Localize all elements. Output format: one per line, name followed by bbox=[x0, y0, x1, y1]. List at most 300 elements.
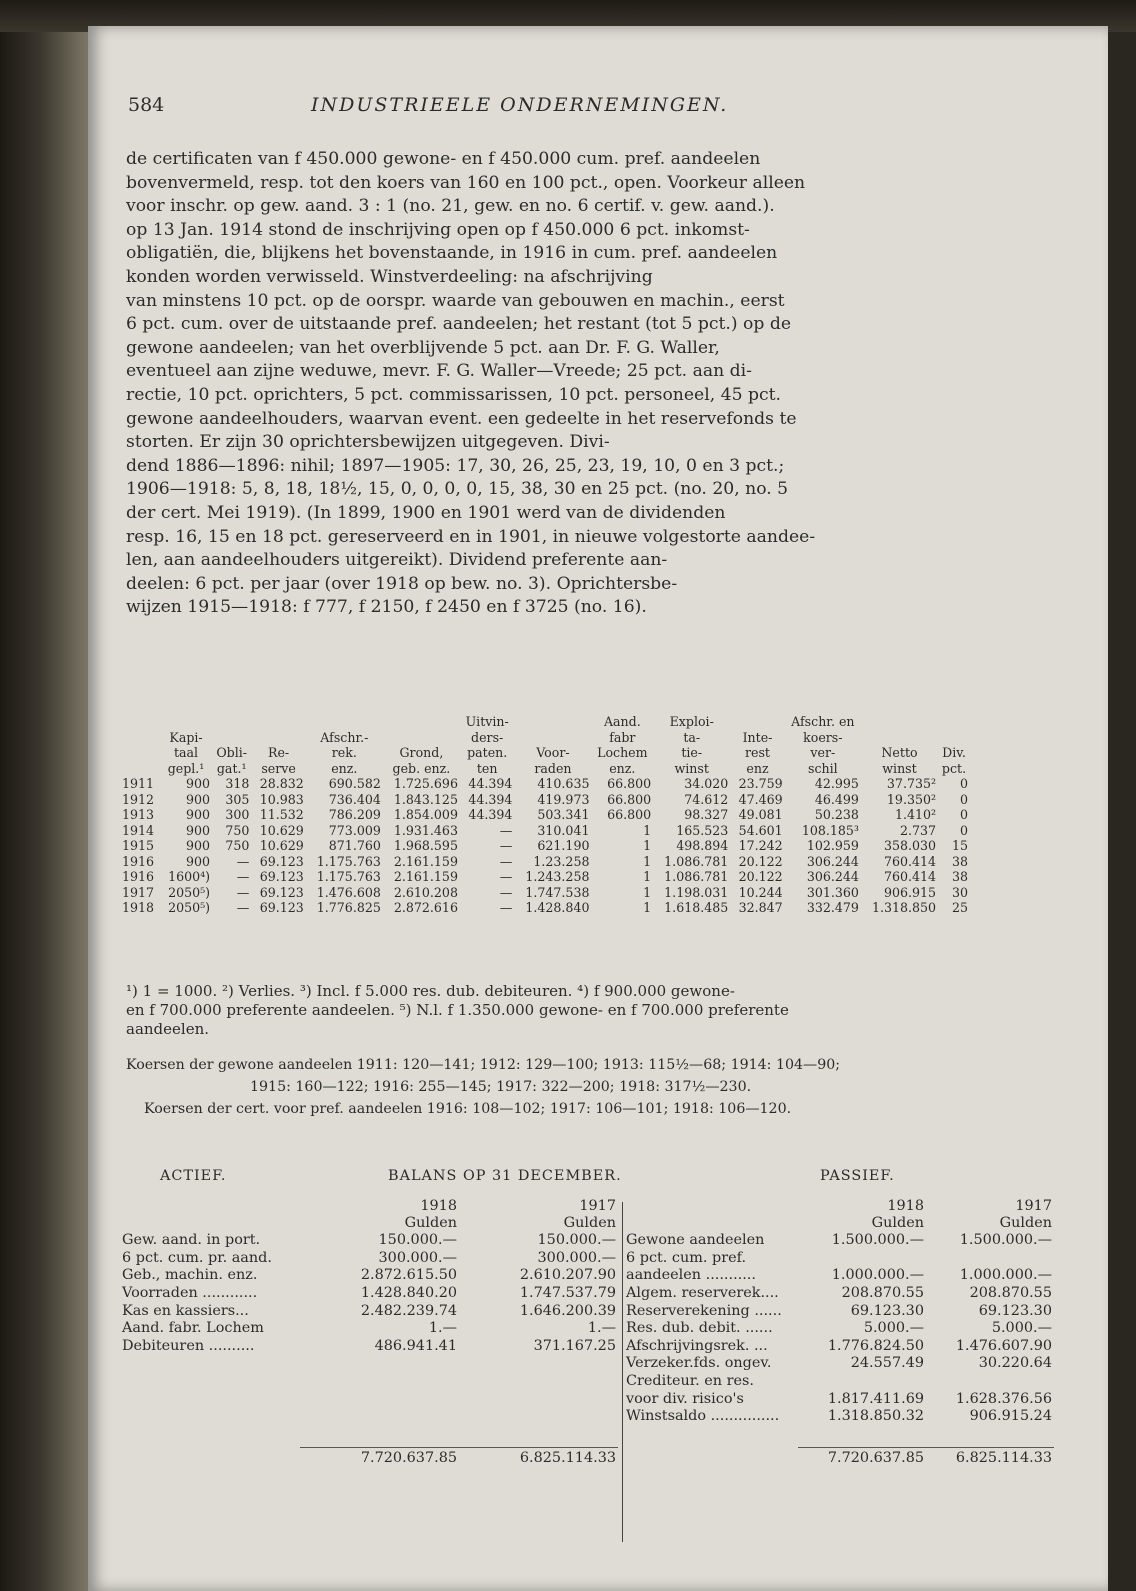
total-label bbox=[120, 1448, 300, 1468]
footnote-line: aandeelen. bbox=[126, 1020, 210, 1038]
statistics-table bbox=[120, 714, 970, 916]
stat-header-cell bbox=[212, 714, 251, 730]
value-cell: 690.582 bbox=[328, 776, 381, 792]
year-cell: 1911 bbox=[122, 776, 155, 792]
table-row bbox=[120, 823, 970, 839]
value-cell: 1 bbox=[643, 853, 652, 869]
balance-value bbox=[798, 1373, 926, 1391]
running-title: INDUSTRIEELE ONDERNEMINGEN. bbox=[311, 94, 729, 116]
stat-header-cell bbox=[938, 730, 970, 746]
text-line: der cert. Mei 1919). (In 1899, 1900 en 1901 werd van de dividenden bbox=[126, 502, 726, 523]
unit-header: Gulden bbox=[999, 1215, 1052, 1231]
text-line: resp. 16, 15 en 18 pct. gereserveerd en in 1901, in nieuwe volgestorte aandee- bbox=[126, 526, 816, 547]
year-cell: 1917 bbox=[122, 884, 155, 900]
stat-header-cell: paten. bbox=[467, 745, 508, 760]
value-cell: 1.931.463 bbox=[393, 822, 458, 838]
value-cell: 66.800 bbox=[607, 776, 652, 792]
stat-header-row bbox=[120, 761, 970, 777]
value-cell: — bbox=[499, 869, 513, 885]
balance-value: 1.000.000.— bbox=[959, 1267, 1052, 1284]
stat-header-cell: Div. bbox=[942, 745, 966, 760]
value-cell: 1.428.840 bbox=[525, 900, 590, 916]
year-cell: 1916 bbox=[122, 853, 155, 869]
balance-row bbox=[120, 1302, 618, 1320]
stat-header-cell bbox=[514, 730, 591, 746]
balance-value: 30.220.64 bbox=[978, 1355, 1052, 1372]
stat-header-cell: Netto bbox=[881, 745, 918, 760]
value-cell: 10.629 bbox=[259, 838, 304, 854]
value-cell: 2.161.159 bbox=[393, 853, 458, 869]
year-header: 1918 bbox=[887, 1198, 924, 1214]
value-cell: 2050⁵) bbox=[168, 900, 211, 916]
value-cell: 11.532 bbox=[259, 807, 304, 823]
value-cell: 773.009 bbox=[328, 822, 381, 838]
stat-header-cell: rek. bbox=[331, 745, 357, 760]
value-cell: 750 bbox=[225, 822, 250, 838]
value-cell: 38 bbox=[951, 869, 968, 885]
stat-header-cell: Obli- bbox=[216, 745, 248, 760]
balance-label: Debiteuren .......... bbox=[122, 1337, 255, 1354]
text-line: wijzen 1915—1918: f 777, f 2150, f 2450 en f 3725 (no. 16). bbox=[126, 597, 647, 618]
stat-header-cell: Grond, bbox=[399, 745, 444, 760]
stat-header-cell: geb. enz. bbox=[392, 760, 451, 776]
value-cell: 358.030 bbox=[883, 838, 937, 854]
value-cell: 0 bbox=[959, 822, 968, 838]
balance-value: 1.476.607.90 bbox=[955, 1337, 1052, 1354]
year-header: 1918 bbox=[420, 1198, 457, 1214]
value-cell: 1 bbox=[643, 822, 652, 838]
balance-value: 300.000.— bbox=[537, 1249, 616, 1266]
stat-header-cell: Kapi- bbox=[169, 729, 203, 745]
year-cell: 1912 bbox=[122, 791, 155, 807]
table-row bbox=[120, 792, 970, 808]
value-cell: 2.872.616 bbox=[393, 900, 458, 916]
value-cell: 50.238 bbox=[814, 807, 859, 823]
stat-header-row bbox=[120, 745, 970, 761]
value-cell: 44.394 bbox=[468, 791, 513, 807]
balance-value: 5.000.— bbox=[991, 1320, 1052, 1337]
value-cell: 1.747.538 bbox=[525, 884, 590, 900]
body-text bbox=[126, 148, 956, 620]
balance-value: 1.747.537.79 bbox=[519, 1285, 616, 1302]
total-row bbox=[624, 1448, 1054, 1468]
table-row bbox=[120, 869, 970, 885]
value-cell: 46.499 bbox=[814, 791, 859, 807]
footnotes bbox=[126, 982, 956, 1039]
balance-divider bbox=[622, 1202, 623, 1542]
balance-row bbox=[624, 1320, 1054, 1338]
actief-label: ACTIEF. bbox=[160, 1168, 227, 1184]
value-cell: — bbox=[499, 853, 513, 869]
value-cell: 74.612 bbox=[684, 791, 729, 807]
balance-row bbox=[120, 1232, 618, 1250]
value-cell: — bbox=[236, 884, 250, 900]
stat-header-cell bbox=[120, 745, 160, 761]
stat-header-cell: raden bbox=[534, 760, 572, 776]
balance-value: 69.123.30 bbox=[850, 1302, 924, 1319]
value-cell: 0 bbox=[959, 791, 968, 807]
unit-header: Gulden bbox=[871, 1215, 924, 1231]
table-row bbox=[120, 854, 970, 870]
stat-header-cell: tie- bbox=[681, 745, 703, 760]
koersen-line: 1915: 160—122; 1916: 255—145; 1917: 322—200; 1918: 317½—230. bbox=[250, 1079, 752, 1095]
stat-header-cell: serve bbox=[261, 760, 296, 776]
text-line: len, aan aandeelhouders uitgereikt). Dividend preferente aan- bbox=[126, 550, 668, 571]
stat-header-cell bbox=[861, 730, 938, 746]
page-header bbox=[128, 94, 888, 124]
total-label bbox=[624, 1448, 798, 1468]
value-cell: 17.242 bbox=[738, 838, 783, 854]
year-cell: 1914 bbox=[122, 822, 155, 838]
value-cell: — bbox=[499, 900, 513, 916]
table-row bbox=[120, 776, 970, 792]
balance-row bbox=[624, 1232, 1054, 1250]
value-cell: 1.243.258 bbox=[525, 869, 590, 885]
text-line: deelen: 6 pct. per jaar (over 1918 op bew. no. 3). Oprichtersbe- bbox=[126, 573, 678, 594]
value-cell: 1 bbox=[643, 900, 652, 916]
value-cell: 1.198.031 bbox=[664, 884, 729, 900]
text-line: rectie, 10 pct. oprichters, 5 pct. commissarissen, 10 pct. personeel, 45 pct. bbox=[126, 384, 781, 405]
text-line: konden worden verwisseld. Winstverdeeling: na afschrijving bbox=[126, 266, 653, 287]
value-cell: 20.122 bbox=[738, 853, 783, 869]
value-cell: 1.23.258 bbox=[533, 853, 590, 869]
value-cell: 318 bbox=[225, 776, 250, 792]
stat-header-cell: ders- bbox=[471, 729, 504, 745]
balance-row bbox=[120, 1267, 618, 1285]
value-cell: 25 bbox=[951, 900, 968, 916]
balance-label: Crediteur. en res. bbox=[626, 1373, 754, 1390]
balance-value: 150.000.— bbox=[537, 1232, 616, 1249]
value-cell: 760.414 bbox=[883, 869, 937, 885]
text-line: voor inschr. op gew. aand. 3 : 1 (no. 21, gew. en no. 6 certif. v. gew. aand.). bbox=[126, 196, 775, 217]
stat-header-cell bbox=[251, 730, 305, 746]
year-cell: 1916 bbox=[122, 869, 155, 885]
value-cell: 102.959 bbox=[806, 838, 859, 854]
value-cell: — bbox=[499, 822, 513, 838]
book-binding-shadow bbox=[0, 0, 100, 1591]
balance-row bbox=[120, 1250, 618, 1268]
value-cell: 1.175.763 bbox=[316, 869, 381, 885]
value-cell: 66.800 bbox=[607, 807, 652, 823]
value-cell: 306.244 bbox=[806, 869, 859, 885]
value-cell: 900 bbox=[186, 807, 211, 823]
value-cell: 900 bbox=[186, 838, 211, 854]
value-cell: — bbox=[236, 869, 250, 885]
value-cell: 410.635 bbox=[537, 776, 590, 792]
total-value: 6.825.114.33 bbox=[926, 1448, 1054, 1468]
balance-label: Gewone aandeelen bbox=[626, 1232, 765, 1249]
stat-header-cell: ver- bbox=[810, 745, 836, 760]
value-cell: 1 bbox=[643, 838, 652, 854]
stat-header-cell bbox=[120, 761, 160, 777]
stat-header-cell: Exploi- bbox=[669, 714, 714, 729]
total-value: 6.825.114.33 bbox=[459, 1448, 618, 1468]
value-cell: 1 bbox=[643, 884, 652, 900]
value-cell: 2.737 bbox=[899, 822, 937, 838]
stat-header-cell: Aand. bbox=[603, 714, 641, 729]
spacer-row bbox=[120, 1426, 618, 1448]
footnote-line: ¹) 1 = 1000. ²) Verlies. ³) Incl. f 5.000 res. dub. debiteuren. ⁴) f 900.000 gewone- bbox=[126, 982, 735, 1000]
value-cell: 750 bbox=[225, 838, 250, 854]
balance-value: 1.646.200.39 bbox=[519, 1302, 616, 1319]
koersen bbox=[126, 1054, 956, 1120]
balance-value: 69.123.30 bbox=[978, 1302, 1052, 1319]
value-cell: 310.041 bbox=[537, 822, 590, 838]
stat-header-cell bbox=[212, 730, 251, 746]
balance-value bbox=[798, 1250, 926, 1268]
spacer-row bbox=[120, 1390, 618, 1408]
spacer-row bbox=[120, 1373, 618, 1391]
spacer-row bbox=[120, 1355, 618, 1373]
value-cell: — bbox=[499, 884, 513, 900]
total-row bbox=[120, 1448, 618, 1468]
balance-value: 1.628.376.56 bbox=[955, 1390, 1052, 1407]
stat-header-cell: enz bbox=[746, 760, 769, 776]
value-cell: 1.086.781 bbox=[664, 869, 729, 885]
balance-row bbox=[120, 1338, 618, 1356]
value-cell: 300 bbox=[225, 807, 250, 823]
value-cell: 1.725.696 bbox=[393, 776, 458, 792]
balance-label: Geb., machin. enz. bbox=[122, 1267, 258, 1284]
balance-value: 150.000.— bbox=[378, 1232, 457, 1249]
year-header: 1917 bbox=[1015, 1198, 1052, 1214]
value-cell: 786.209 bbox=[328, 807, 381, 823]
value-cell: 736.404 bbox=[328, 791, 381, 807]
stat-header-cell bbox=[383, 730, 460, 746]
value-cell: 108.185³ bbox=[801, 822, 859, 838]
stat-header-cell: Voor- bbox=[536, 745, 570, 760]
value-cell: 906.915 bbox=[883, 884, 937, 900]
unit-header: Gulden bbox=[404, 1215, 457, 1231]
balance-value: 2.482.239.74 bbox=[360, 1302, 457, 1319]
balance-label: Kas en kassiers... bbox=[122, 1302, 249, 1319]
value-cell: 2.610.208 bbox=[393, 884, 458, 900]
balance-value: 1.— bbox=[587, 1320, 616, 1337]
stat-header-cell: enz. bbox=[331, 760, 358, 776]
value-cell: 10.244 bbox=[738, 884, 783, 900]
balance-value: 208.870.55 bbox=[841, 1285, 924, 1302]
page-number: 584 bbox=[128, 94, 165, 116]
value-cell: 419.973 bbox=[537, 791, 590, 807]
balance-value: 906.915.24 bbox=[969, 1408, 1052, 1425]
text-line: obligatiën, die, blijkens het bovenstaande, in 1916 in cum. pref. aandeelen bbox=[126, 243, 778, 264]
balance-row bbox=[624, 1373, 1054, 1391]
value-cell: 37.735² bbox=[886, 776, 937, 792]
balance-sheet bbox=[120, 1168, 1052, 1548]
stat-header-cell: pct. bbox=[941, 760, 967, 776]
value-cell: 0 bbox=[959, 807, 968, 823]
value-cell: 69.123 bbox=[259, 853, 304, 869]
balance-row bbox=[624, 1408, 1054, 1426]
balance-label: Gew. aand. in port. bbox=[122, 1232, 261, 1249]
stat-header-cell: taal bbox=[173, 745, 199, 760]
passief-label: PASSIEF. bbox=[820, 1168, 895, 1184]
value-cell: 1.618.485 bbox=[664, 900, 729, 916]
text-line: op 13 Jan. 1914 stond de inschrijving open op f 450.000 6 pct. inkomst- bbox=[126, 219, 750, 240]
year-cell: 1913 bbox=[122, 807, 155, 823]
balance-value: 371.167.25 bbox=[533, 1337, 616, 1354]
value-cell: 44.394 bbox=[468, 807, 513, 823]
unit-header: Gulden bbox=[563, 1215, 616, 1231]
text-line: storten. Er zijn 30 oprichtersbewijzen uitgegeven. Divi- bbox=[126, 432, 610, 453]
stat-header-cell: enz. bbox=[609, 760, 636, 776]
balance-value: 208.870.55 bbox=[969, 1285, 1052, 1302]
value-cell: 1.843.125 bbox=[393, 791, 458, 807]
value-cell: 1.776.825 bbox=[316, 900, 381, 916]
value-cell: 15 bbox=[951, 838, 968, 854]
stat-header-cell: fabr bbox=[609, 729, 636, 745]
balance-label: Afschrijvingsrek. ... bbox=[626, 1337, 768, 1354]
value-cell: 1.968.595 bbox=[393, 838, 458, 854]
balance-row bbox=[120, 1320, 618, 1338]
value-cell: 1.175.763 bbox=[316, 853, 381, 869]
text-line: gewone aandeelhouders, waarvan event. een gedeelte in het reservefonds te bbox=[126, 408, 797, 429]
value-cell: 1.318.850 bbox=[871, 900, 937, 916]
stat-header-cell: Inte- bbox=[742, 729, 773, 745]
value-cell: 69.123 bbox=[259, 884, 304, 900]
stat-header-cell: koers- bbox=[803, 729, 843, 745]
value-cell: 301.360 bbox=[806, 884, 859, 900]
value-cell: 44.394 bbox=[468, 776, 513, 792]
balance-value: 2.872.615.50 bbox=[360, 1267, 457, 1284]
stat-header-cell: Afschr.- bbox=[320, 729, 369, 745]
value-cell: 30 bbox=[951, 884, 968, 900]
balance-value: 5.000.— bbox=[863, 1320, 924, 1337]
balance-label: Verzeker.fds. ongev. bbox=[626, 1355, 772, 1372]
passief-column bbox=[624, 1198, 1054, 1468]
balance-value bbox=[926, 1373, 1054, 1391]
stat-header-cell: winst bbox=[674, 760, 709, 776]
stat-header-cell bbox=[383, 714, 460, 730]
value-cell: 34.020 bbox=[684, 776, 729, 792]
text-line: bovenvermeld, resp. tot den koers van 160 en 100 pct., open. Voorkeur alleen bbox=[126, 172, 806, 193]
balance-label: Reserverekening ...... bbox=[626, 1302, 782, 1319]
text-line: de certificaten van f 450.000 gewone- en f 450.000 cum. pref. aandeelen bbox=[126, 149, 761, 169]
balance-row bbox=[624, 1302, 1054, 1320]
stat-header-cell bbox=[120, 714, 160, 730]
value-cell: 1.476.608 bbox=[316, 884, 381, 900]
stat-header-cell bbox=[160, 714, 212, 730]
value-cell: 32.847 bbox=[738, 900, 783, 916]
spacer-row bbox=[624, 1426, 1054, 1448]
stat-header-cell bbox=[730, 714, 784, 730]
value-cell: 0 bbox=[959, 776, 968, 792]
value-cell: 69.123 bbox=[259, 869, 304, 885]
actief-column bbox=[120, 1198, 618, 1468]
balance-value: 1.— bbox=[428, 1320, 457, 1337]
stat-header-cell bbox=[120, 730, 160, 746]
balance-label: Aand. fabr. Lochem bbox=[122, 1320, 264, 1337]
stat-header-cell: Re- bbox=[267, 745, 290, 760]
balance-value: 1.000.000.— bbox=[831, 1267, 924, 1284]
value-cell: 900 bbox=[186, 822, 211, 838]
value-cell: 900 bbox=[186, 776, 211, 792]
balance-value: 486.941.41 bbox=[374, 1337, 457, 1354]
value-cell: 66.800 bbox=[607, 791, 652, 807]
balance-row bbox=[624, 1250, 1054, 1268]
balance-label: Res. dub. debit. ...... bbox=[626, 1320, 773, 1337]
balance-row bbox=[624, 1390, 1054, 1408]
year-cell: 1915 bbox=[122, 838, 155, 854]
value-cell: 900 bbox=[186, 791, 211, 807]
year-header: 1917 bbox=[579, 1198, 616, 1214]
stat-header-cell bbox=[938, 714, 970, 730]
table-row bbox=[120, 807, 970, 823]
stat-header-cell bbox=[514, 714, 591, 730]
text-line: gewone aandeelen; van het overblijvende 5 pct. aan Dr. F. G. Waller, bbox=[126, 337, 720, 358]
stat-header-cell bbox=[861, 714, 938, 730]
balance-row bbox=[624, 1355, 1054, 1373]
value-cell: 10.629 bbox=[259, 822, 304, 838]
value-cell: 54.601 bbox=[738, 822, 783, 838]
value-cell: 2.161.159 bbox=[393, 869, 458, 885]
text-line: 1906—1918: 5, 8, 18, 18½, 15, 0, 0, 0, 0, 15, 38, 30 en 25 pct. (no. 20, no. 5 bbox=[126, 479, 789, 500]
balance-value: 24.557.49 bbox=[850, 1355, 924, 1372]
balance-label: 6 pct. cum. pr. aand. bbox=[122, 1249, 272, 1266]
stat-header-cell: gepl.¹ bbox=[167, 760, 205, 776]
book-page bbox=[88, 26, 1108, 1591]
footnote-line: en f 700.000 preferente aandeelen. ⁵) N.l. f 1.350.000 gewone- en f 700.000 preferente bbox=[126, 1001, 789, 1019]
value-cell: 503.341 bbox=[537, 807, 590, 823]
stat-header-cell: winst bbox=[882, 760, 917, 776]
table-row bbox=[120, 900, 970, 916]
total-value: 7.720.637.85 bbox=[798, 1448, 926, 1468]
koersen-line: Koersen der gewone aandeelen 1911: 120—141; 1912: 129—100; 1913: 115½—68; 1914: 104—90; bbox=[126, 1057, 841, 1073]
stat-header-cell: Uitvin- bbox=[465, 714, 509, 729]
stat-header-cell: ten bbox=[476, 760, 498, 776]
value-cell: 332.479 bbox=[806, 900, 859, 916]
table-row bbox=[120, 838, 970, 854]
text-line: dend 1886—1896: nihil; 1897—1905: 17, 30, 26, 25, 23, 19, 10, 0 en 3 pct.; bbox=[126, 455, 785, 476]
value-cell: 47.469 bbox=[738, 791, 783, 807]
value-cell: 49.081 bbox=[738, 807, 783, 823]
stat-header-cell bbox=[306, 714, 383, 730]
value-cell: 305 bbox=[225, 791, 250, 807]
balance-value: 1.500.000.— bbox=[959, 1232, 1052, 1249]
balance-row bbox=[624, 1285, 1054, 1303]
balance-value: 1.318.850.32 bbox=[827, 1408, 924, 1425]
value-cell: 621.190 bbox=[537, 838, 590, 854]
balance-value: 1.428.840.20 bbox=[360, 1285, 457, 1302]
total-value: 7.720.637.85 bbox=[300, 1448, 459, 1468]
value-cell: 306.244 bbox=[806, 853, 859, 869]
value-cell: 165.523 bbox=[676, 822, 729, 838]
stat-header-cell bbox=[251, 714, 305, 730]
stat-header-cell: gat.¹ bbox=[216, 760, 247, 776]
year-cell: 1918 bbox=[122, 900, 155, 916]
balance-label: voor div. risico's bbox=[626, 1390, 744, 1407]
text-line: 6 pct. cum. over de uitstaande pref. aandeelen; het restant (tot 5 pct.) op de bbox=[126, 314, 791, 335]
koersen-line: Koersen der cert. voor pref. aandeelen 1916: 108—102; 1917: 106—101; 1918: 106—120. bbox=[144, 1101, 792, 1117]
balance-label: Winstsaldo ............... bbox=[626, 1408, 780, 1425]
value-cell: 19.350² bbox=[886, 791, 937, 807]
balance-title: BALANS OP 31 DECEMBER. bbox=[388, 1168, 622, 1184]
balance-value: 1.776.824.50 bbox=[827, 1337, 924, 1354]
value-cell: 760.414 bbox=[883, 853, 937, 869]
stat-header-row bbox=[120, 714, 970, 730]
value-cell: 42.995 bbox=[814, 776, 859, 792]
value-cell: 23.759 bbox=[738, 776, 783, 792]
balance-value: 300.000.— bbox=[378, 1249, 457, 1266]
value-cell: 1 bbox=[643, 869, 652, 885]
spacer-row bbox=[120, 1408, 618, 1426]
balance-label: Algem. reserverek.... bbox=[626, 1285, 779, 1302]
balance-value bbox=[926, 1250, 1054, 1268]
value-cell: 20.122 bbox=[738, 869, 783, 885]
stat-header-cell: Afschr. en bbox=[791, 714, 855, 729]
text-line: van minstens 10 pct. op de oorspr. waarde van gebouwen en machin., eerst bbox=[126, 290, 785, 311]
table-row bbox=[120, 885, 970, 901]
